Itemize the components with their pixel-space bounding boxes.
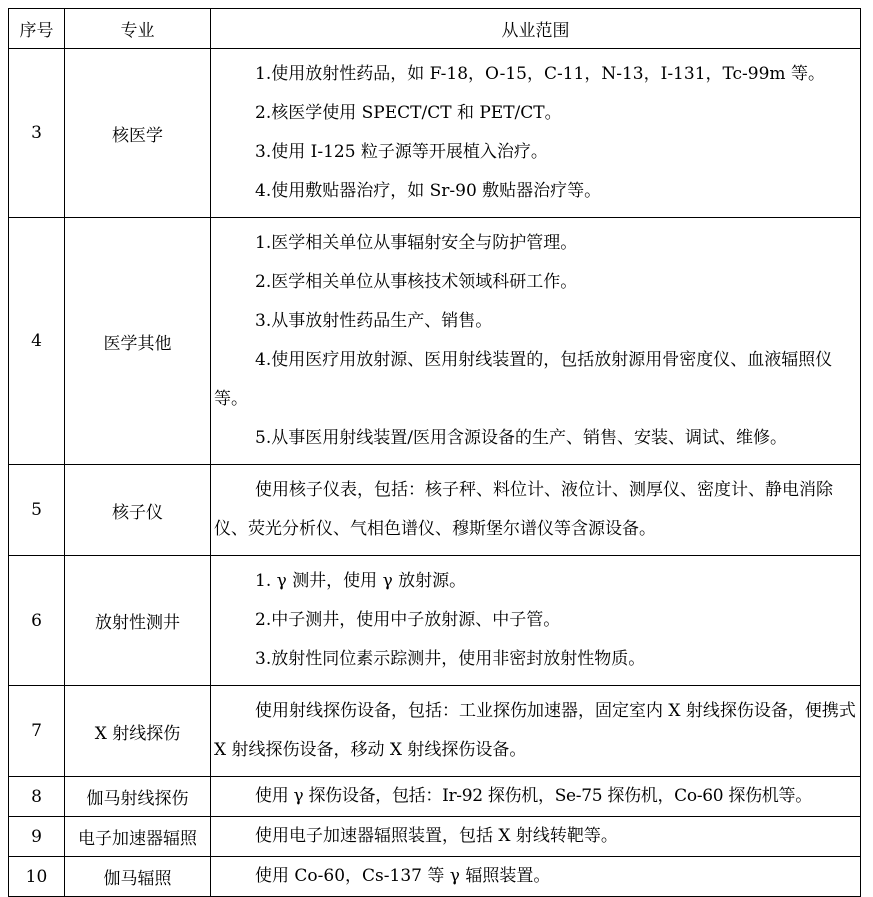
scope-item: 使用电子加速器辐照装置，包括 X 射线转靶等。 bbox=[255, 826, 618, 846]
row-scope bbox=[211, 218, 861, 465]
row-number: 5 bbox=[9, 465, 65, 556]
scope-item: 1. γ 测井，使用 γ 放射源。 bbox=[255, 571, 467, 591]
table-row bbox=[9, 777, 861, 817]
scope-item: 3.使用 I-125 粒子源等开展植入治疗。 bbox=[255, 142, 548, 162]
table-row bbox=[9, 686, 861, 777]
row-number: 6 bbox=[9, 556, 65, 686]
header-major: 专业 bbox=[65, 9, 211, 49]
scope-item: 3.从事放射性药品生产、销售。 bbox=[255, 311, 493, 331]
row-major: 核子仪 bbox=[65, 465, 211, 556]
scope-item: 2.医学相关单位从事核技术领域科研工作。 bbox=[255, 272, 578, 292]
scope-item: 3.放射性同位素示踪测井，使用非密封放射性物质。 bbox=[255, 649, 646, 669]
row-scope bbox=[211, 556, 861, 686]
row-major: 伽马辐照 bbox=[65, 857, 211, 897]
row-major: 电子加速器辐照 bbox=[65, 817, 211, 857]
table-row bbox=[9, 817, 861, 857]
table-row bbox=[9, 556, 861, 686]
scope-item: 使用核子仪表，包括：核子秤、料位计、液位计、测厚仪、密度计、静电消除仪、荧光分析仪、气相色谱仪、穆斯堡尔谱仪等含源设备。 bbox=[214, 480, 833, 539]
scope-item: 2.中子测井，使用中子放射源、中子管。 bbox=[255, 610, 561, 630]
scope-item: 使用 Co-60，Cs-137 等 γ 辐照装置。 bbox=[255, 866, 551, 886]
row-major: 放射性测井 bbox=[65, 556, 211, 686]
row-major: 医学其他 bbox=[65, 218, 211, 465]
row-major: 伽马射线探伤 bbox=[65, 777, 211, 817]
row-scope bbox=[211, 686, 861, 777]
scope-item: 1.医学相关单位从事辐射安全与防护管理。 bbox=[255, 233, 578, 253]
row-number: 8 bbox=[9, 777, 65, 817]
row-number: 4 bbox=[9, 218, 65, 465]
table-row bbox=[9, 218, 861, 465]
row-number: 3 bbox=[9, 49, 65, 218]
header-row bbox=[9, 9, 861, 49]
scope-table bbox=[8, 8, 861, 897]
row-scope bbox=[211, 817, 861, 857]
row-scope bbox=[211, 49, 861, 218]
row-scope bbox=[211, 857, 861, 897]
table-row bbox=[9, 49, 861, 218]
header-no: 序号 bbox=[9, 9, 65, 49]
row-scope bbox=[211, 465, 861, 556]
row-major: X 射线探伤 bbox=[65, 686, 211, 777]
scope-item: 1.使用放射性药品，如 F-18，O-15，C-11，N-13，I-131，Tc-99m 等。 bbox=[255, 64, 825, 84]
scope-item: 2.核医学使用 SPECT/CT 和 PET/CT。 bbox=[255, 103, 562, 123]
scope-item: 使用 γ 探伤设备，包括：Ir-92 探伤机，Se-75 探伤机，Co-60 探伤机等。 bbox=[255, 786, 812, 806]
row-major: 核医学 bbox=[65, 49, 211, 218]
row-scope bbox=[211, 777, 861, 817]
row-number: 9 bbox=[9, 817, 65, 857]
scope-item: 4.使用医疗用放射源、医用射线装置的，包括放射源用骨密度仪、血液辐照仪等。 bbox=[214, 350, 833, 409]
table-row bbox=[9, 465, 861, 556]
row-number: 7 bbox=[9, 686, 65, 777]
scope-item: 5.从事医用射线装置/医用含源设备的生产、销售、安装、调试、维修。 bbox=[255, 428, 787, 448]
table-row bbox=[9, 857, 861, 897]
scope-item: 4.使用敷贴器治疗，如 Sr-90 敷贴器治疗等。 bbox=[255, 181, 602, 201]
row-number: 10 bbox=[9, 857, 65, 897]
header-scope: 从业范围 bbox=[211, 9, 861, 49]
scope-item: 使用射线探伤设备，包括：工业探伤加速器，固定室内 X 射线探伤设备，便携式 X 射线探伤设备，移动 X 射线探伤设备。 bbox=[214, 701, 856, 760]
